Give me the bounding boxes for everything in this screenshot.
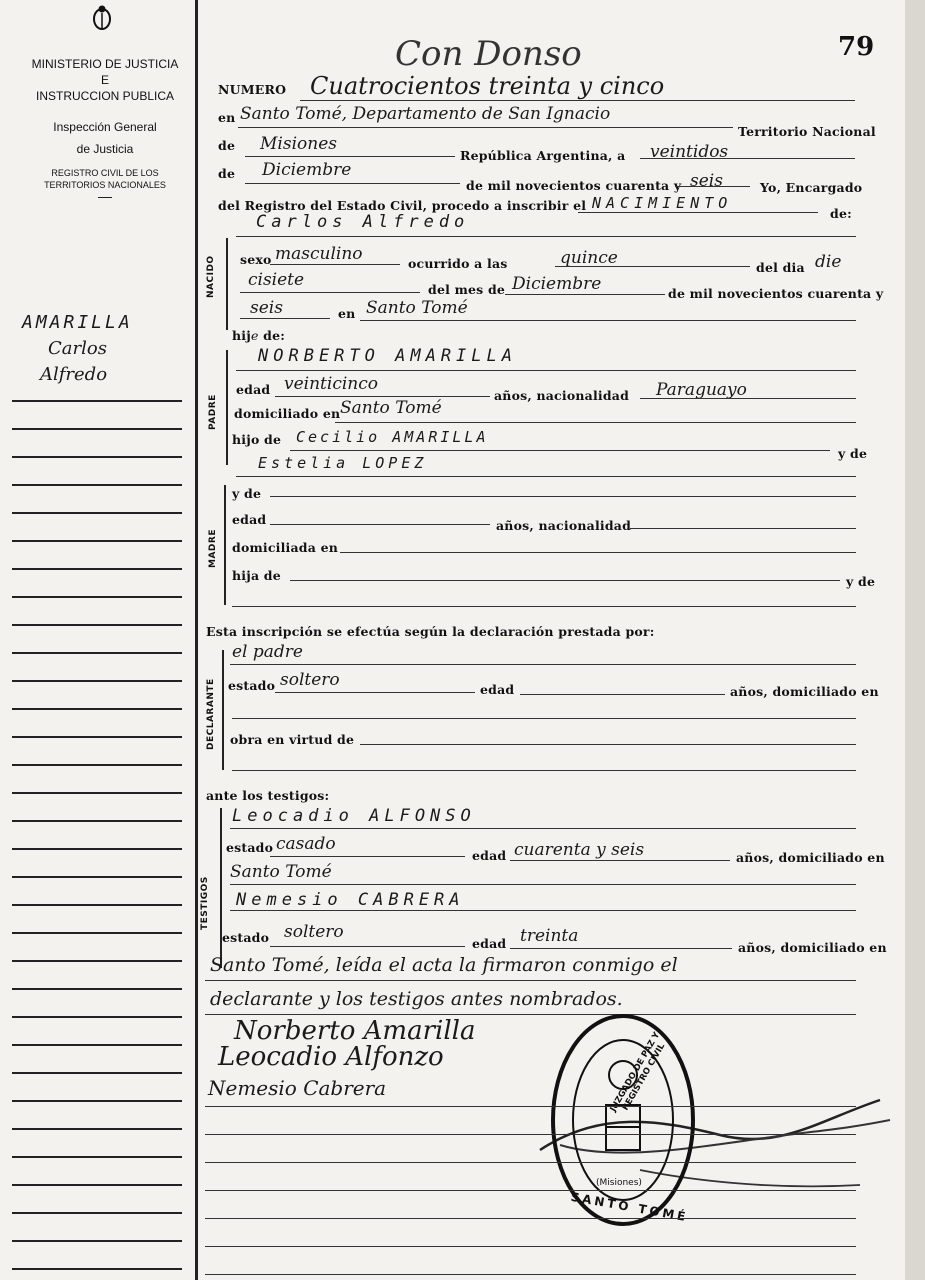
label-anos-nac-madre: años, nacionalidad — [496, 518, 632, 533]
value-acto: NACIMIENTO — [592, 194, 733, 212]
lower-rule-line — [205, 1274, 856, 1275]
value-estado-t1: casado — [276, 834, 336, 854]
ministry-line4: Inspección General — [53, 119, 157, 134]
margin-rule-line — [12, 708, 182, 710]
value-dia2: die — [815, 252, 842, 272]
ministry-line1: MINISTERIO DE JUSTICIA — [31, 57, 179, 71]
margin-name1: Carlos — [48, 338, 107, 359]
label-de-2: de — [218, 166, 236, 181]
lower-rule-line — [205, 1218, 856, 1219]
margin-rule-line — [12, 484, 182, 486]
value-territorio: Misiones — [260, 134, 337, 154]
margin-rule-line — [12, 680, 182, 682]
label-hija-de-madre: hija de — [232, 568, 281, 583]
label-estado-decl: estado — [228, 678, 276, 693]
lower-rule-line — [205, 1246, 856, 1247]
label-hij: hij — [232, 328, 251, 343]
margin-rule-line — [12, 400, 182, 402]
value-estado-t2: soltero — [284, 922, 344, 942]
value-testigo2: Nemesio CABRERA — [236, 890, 465, 910]
margin-rule-line — [12, 428, 182, 430]
label-mil-nov: de mil novecientos cuarenta y — [466, 178, 682, 193]
label-edad-t1: edad — [472, 848, 507, 863]
value-mes2: Diciembre — [512, 274, 602, 294]
margin-note-top: Con Donso — [395, 34, 582, 74]
signature-testigo1: Leocadio Alfonzo — [218, 1042, 444, 1072]
label-de-1: de — [218, 138, 236, 153]
ministry-header — [30, 56, 180, 198]
value-edad-t1: cuarenta y seis — [514, 840, 645, 860]
label-anos-dom-t2: años, domiciliado en — [738, 940, 887, 955]
page-number: 79 — [838, 32, 875, 62]
margin-rule-line — [12, 764, 182, 766]
margin-rule-line — [12, 792, 182, 794]
stamp-text-bottom: SANTO TOMÉ — [569, 1189, 690, 1225]
value-dom-padre: Santo Tomé — [340, 398, 442, 418]
label-mil-nov2: de mil novecientos cuarenta y — [668, 286, 884, 301]
margin-rule-line — [12, 512, 182, 514]
lower-rule-line — [205, 1134, 856, 1135]
label-en: en — [218, 110, 236, 125]
margin-divider — [195, 0, 198, 1280]
margin-rule-line — [12, 932, 182, 934]
page-right-edge — [905, 0, 925, 1280]
margin-rule-line — [12, 1184, 182, 1186]
label-de-colon: de: — [830, 206, 852, 221]
value-dia: veintidos — [650, 142, 729, 162]
label-ocurrido: ocurrido a las — [408, 256, 508, 271]
value-abuela: Estelia LOPEZ — [258, 454, 428, 472]
margin-rule-line — [12, 1268, 182, 1270]
margin-rule-line — [12, 1128, 182, 1130]
margin-rule-line — [12, 1100, 182, 1102]
label-hijo-de2: de: — [263, 328, 286, 343]
margin-rule-line — [12, 456, 182, 458]
value-sexo: masculino — [275, 244, 363, 264]
lower-rule-line — [205, 1162, 856, 1163]
label-domiciliada-madre: domiciliada en — [232, 540, 339, 555]
closing-line2: declarante y los testigos antes nombrados. — [210, 988, 623, 1010]
value-edad-t2: treinta — [520, 926, 579, 946]
signature-declarante: Norberto Amarilla — [234, 1016, 476, 1046]
value-declarante: el padre — [232, 642, 303, 662]
label-del-mes: del mes de — [428, 282, 506, 297]
side-label-nacido: NACIDO — [206, 255, 216, 298]
label-edad-decl: edad — [480, 682, 515, 697]
lower-rule-line — [205, 1190, 856, 1191]
label-hijo-de — [232, 328, 285, 343]
label-numero: NUMERO — [218, 82, 287, 97]
margin-rule-line — [12, 904, 182, 906]
value-lugar: Santo Tomé, Departamento de San Ignacio — [240, 104, 611, 124]
margin-rule-line — [12, 820, 182, 822]
value-hora: quince — [560, 248, 618, 268]
value-abuelo: Cecilio AMARILLA — [296, 428, 489, 446]
label-obra: obra en virtud de — [230, 732, 355, 747]
label-del-dia: del dia — [756, 260, 805, 275]
side-label-padre: PADRE — [208, 394, 218, 430]
margin-rule-line — [12, 988, 182, 990]
label-domiciliado-padre: domiciliado en — [234, 406, 341, 421]
value-testigo1: Leocadio ALFONSO — [232, 806, 476, 826]
ministry-line7: TERRITORIOS NACIONALES — [44, 180, 166, 191]
label-yo: Yo, Encargado — [760, 180, 863, 195]
margin-rule-line — [12, 624, 182, 626]
label-republica: República Argentina, a — [460, 148, 626, 163]
value-lugar2: Santo Tomé — [366, 298, 468, 318]
label-y-de-madre2: y de — [846, 574, 876, 589]
value-anio: seis — [690, 171, 723, 191]
margin-surname: AMARILLA — [22, 312, 133, 333]
label-edad-t2: edad — [472, 936, 507, 951]
value-nac-padre: Paraguayo — [656, 380, 747, 400]
value-dom-t1: Santo Tomé — [230, 862, 332, 882]
label-edad-padre: edad — [236, 382, 271, 397]
label-anos-dom-decl: años, domiciliado en — [730, 684, 879, 699]
margin-rule-line — [12, 540, 182, 542]
side-label-testigos: TESTIGOS — [200, 876, 210, 930]
label-ante: ante los testigos: — [206, 788, 330, 803]
margin-rule-line — [12, 652, 182, 654]
stamp-text-inner: (Misiones) — [596, 1178, 642, 1188]
margin-rule-line — [12, 1156, 182, 1158]
value-nombre: Carlos Alfredo — [256, 212, 470, 232]
margin-rule-line — [12, 1240, 182, 1242]
ministry-line2: E — [100, 73, 109, 88]
value-dia2b: cisiete — [248, 270, 305, 290]
margin-rule-line — [12, 736, 182, 738]
value-padre: NORBERTO AMARILLA — [258, 346, 517, 366]
label-en-2: en — [338, 306, 356, 321]
label-estado-t1: estado — [226, 840, 274, 855]
margin-rule-line — [12, 1016, 182, 1018]
margin-rule-line — [12, 1072, 182, 1074]
ministry-line5: de Justicia — [76, 141, 134, 156]
value-mes: Diciembre — [262, 160, 352, 180]
value-anio2: seis — [250, 298, 283, 318]
margin-name2: Alfredo — [40, 364, 108, 385]
label-hij-e: e — [250, 328, 259, 343]
lower-rule-line — [205, 1106, 856, 1107]
side-label-madre: MADRE — [208, 529, 218, 568]
label-registro: del Registro del Estado Civil, procedo a inscribir el — [218, 198, 587, 213]
label-edad-madre: edad — [232, 512, 267, 527]
signature-testigo2: Nemesio Cabrera — [208, 1076, 387, 1100]
label-y-de-padre: y de — [838, 446, 868, 461]
label-anos-nac-padre: años, nacionalidad — [494, 388, 630, 403]
margin-rule-line — [12, 1044, 182, 1046]
value-numero: Cuatrocientos treinta y cinco — [310, 72, 665, 100]
margin-rule-line — [12, 960, 182, 962]
margin-rule-line — [12, 596, 182, 598]
label-hijo-de-padre: hijo de — [232, 432, 282, 447]
closing-line1: Santo Tomé, leída el acta la firmaron conmigo el — [210, 954, 678, 976]
coat-of-arms-icon — [92, 4, 112, 32]
label-y-de-madre: y de — [232, 486, 262, 501]
side-label-declarante: DECLARANTE — [206, 678, 216, 750]
margin-rule-line — [12, 1212, 182, 1214]
ministry-line6: REGISTRO CIVIL DE LOS — [51, 167, 159, 178]
value-edad-padre: veinticinco — [284, 374, 378, 394]
margin-rule-line — [12, 876, 182, 878]
label-territorio: Territorio Nacional — [738, 124, 876, 139]
label-anos-dom-t1: años, domiciliado en — [736, 850, 885, 865]
label-estado-t2: estado — [222, 930, 270, 945]
ministry-line3: INSTRUCCION PUBLICA — [35, 89, 175, 104]
stamp-text-top: JUZGADO DE PAZ Y REGISTRO CIVIL — [608, 1030, 668, 1114]
margin-rule-line — [12, 848, 182, 850]
value-estado-decl: soltero — [280, 670, 340, 690]
label-sexo: sexo — [240, 252, 272, 267]
margin-rule-line — [12, 568, 182, 570]
label-esta-inscripcion: Esta inscripción se efectúa según la declaración prestada por: — [206, 624, 655, 639]
